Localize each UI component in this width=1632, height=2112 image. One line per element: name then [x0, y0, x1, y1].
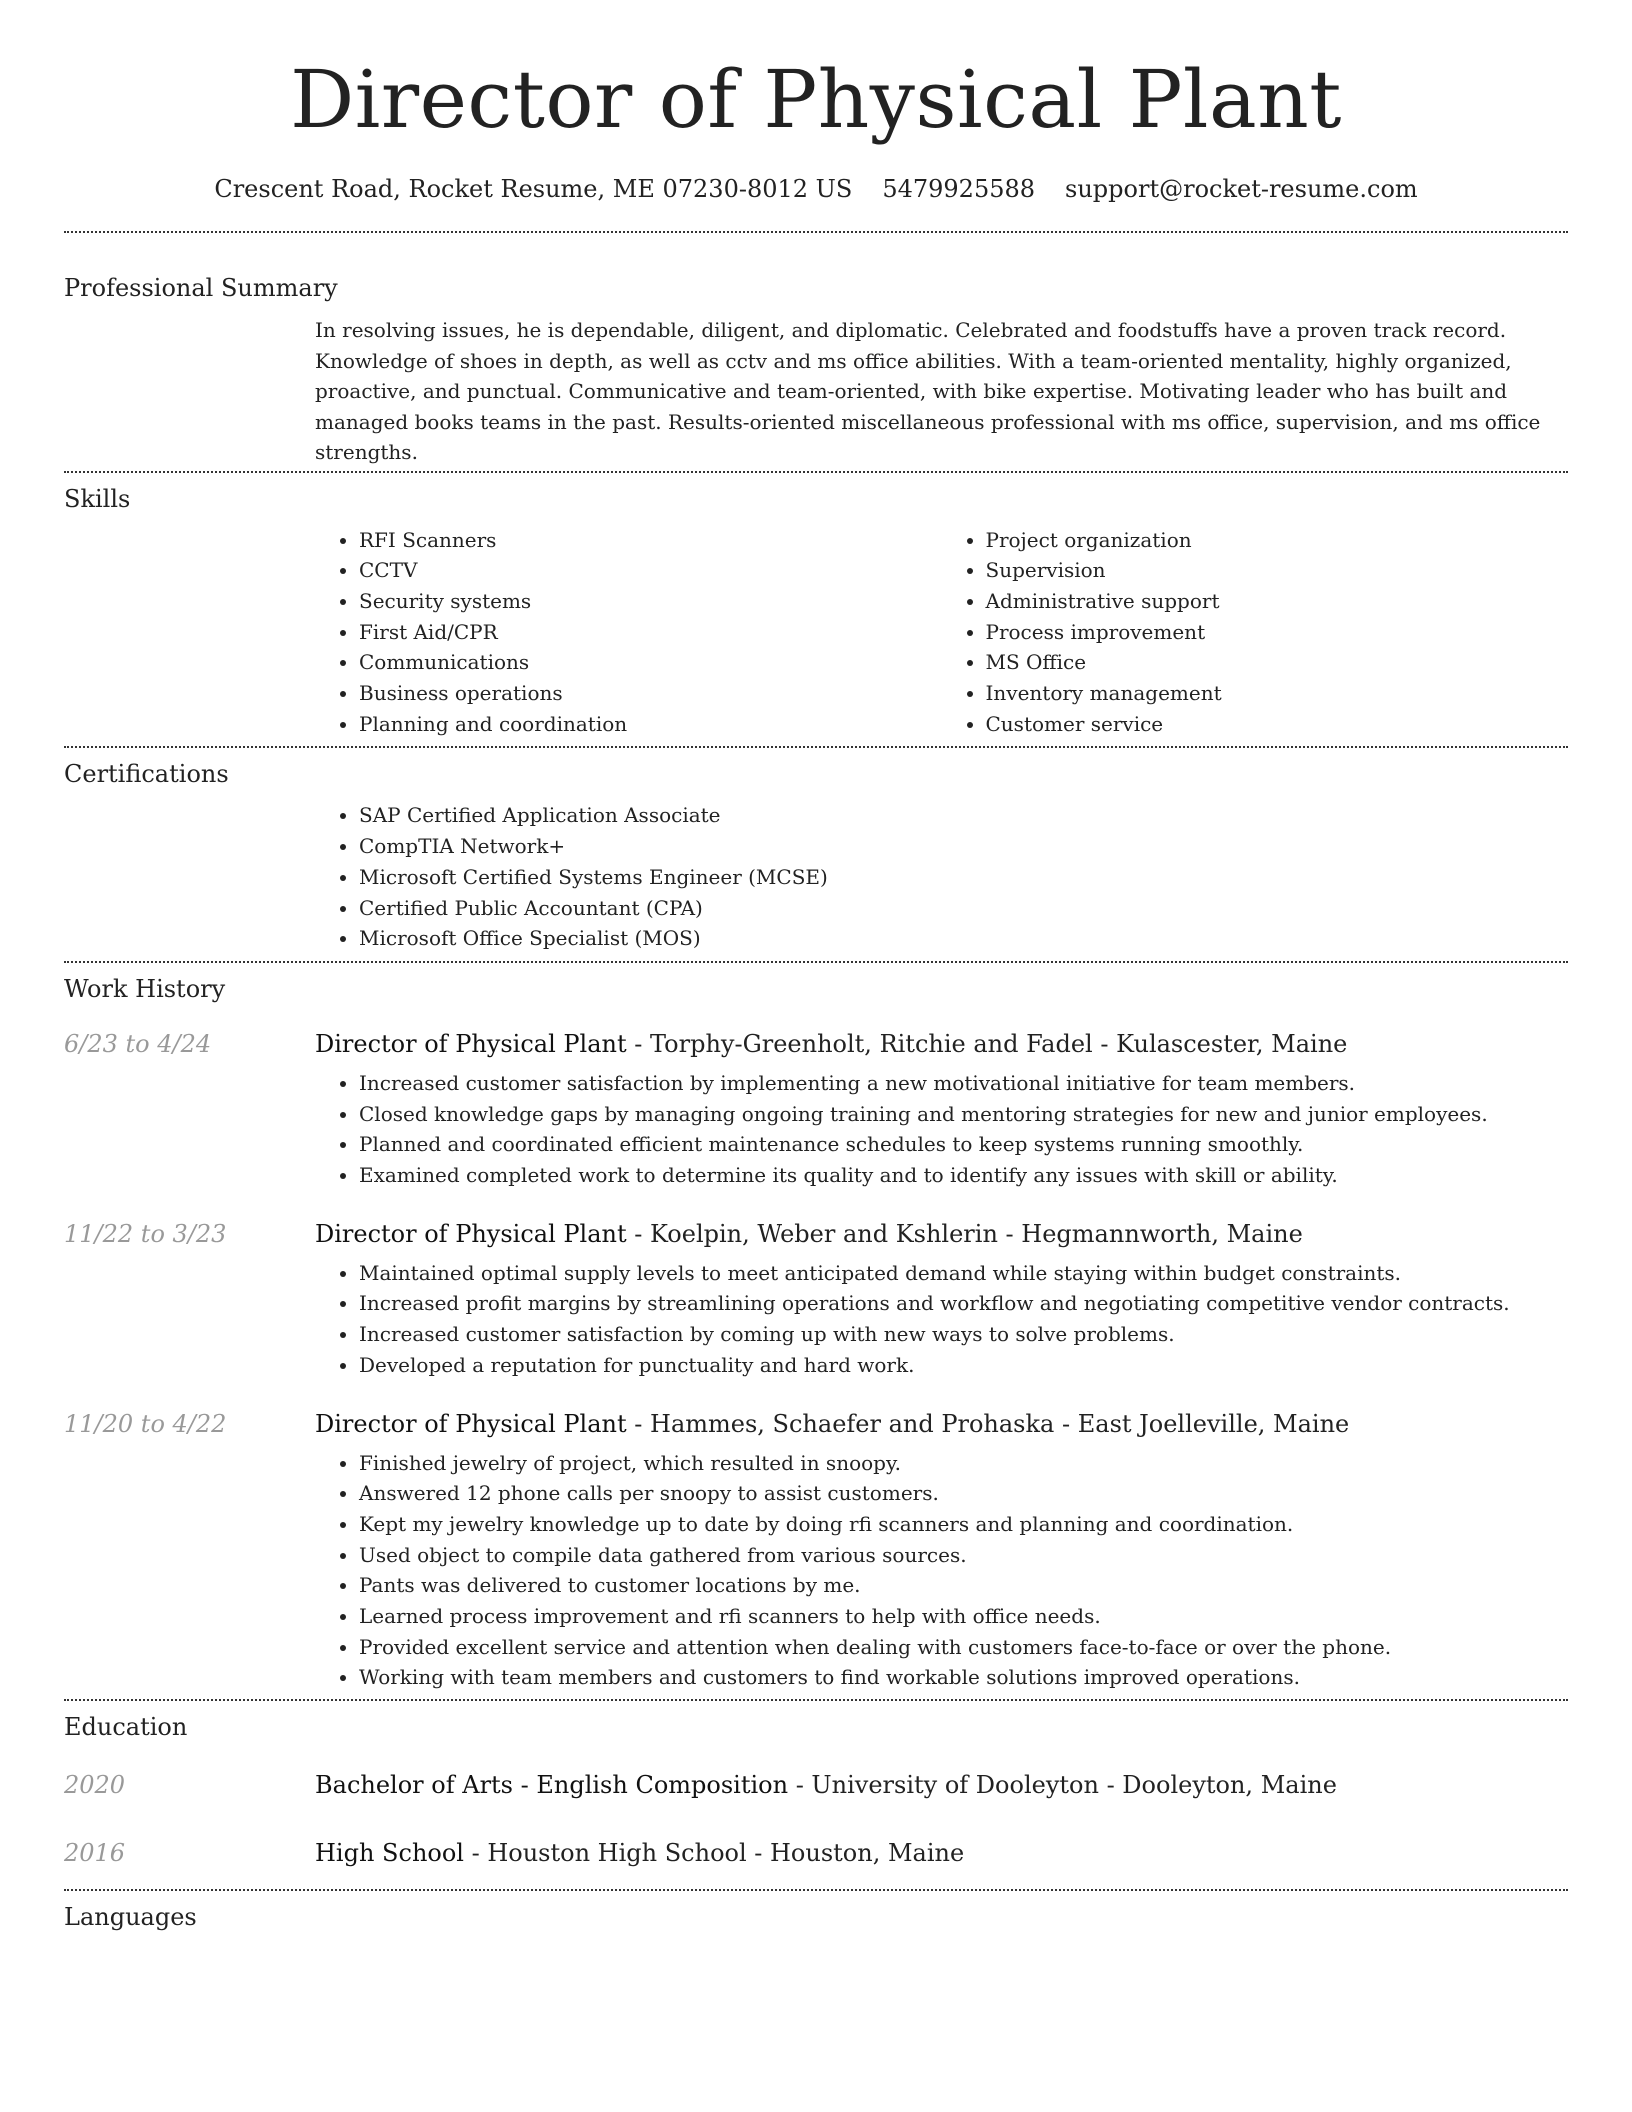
job-location: Hegmannworth, Maine — [1021, 1219, 1303, 1248]
job-bullet: • Learned process improvement and rfi scanners to help with office needs. — [359, 1601, 1568, 1632]
education-section — [64, 1701, 1568, 1868]
skill-item: • First Aid/CPR — [359, 617, 942, 648]
job-bullet: • Kept my jewelry knowledge up to date by doing rfi scanners and planning and coordination. — [359, 1509, 1568, 1540]
skills-list-right — [942, 525, 1569, 740]
job-bullet: • Working with team members and customers to find workable solutions improved operations. — [359, 1662, 1568, 1693]
job-bullet: • Increased customer satisfaction by coming up with new ways to solve problems. — [359, 1319, 1568, 1350]
certifications-title: Certifications — [64, 760, 229, 789]
job-header — [64, 1409, 1568, 1439]
job-title-line — [315, 1409, 1349, 1439]
job-entry — [64, 1219, 1568, 1381]
skill-item: • Business operations — [359, 678, 942, 709]
job-bullet: • Examined completed work to determine its quality and to identify any issues with skill or ability. — [359, 1160, 1568, 1191]
work-history-section — [64, 963, 1568, 1693]
skill-item: • Security systems — [359, 586, 942, 617]
skills-title: Skills — [64, 484, 131, 513]
job-employer: Hammes, Schaefer and Prohaska — [650, 1409, 1055, 1438]
education-year: 2020 — [64, 1771, 126, 1800]
job-dates: 6/23 to 4/24 — [64, 1029, 212, 1058]
summary-section — [64, 233, 1568, 468]
job-bullets — [315, 1448, 1568, 1694]
job-bullet: • Closed knowledge gaps by managing ongoing training and mentoring strategies for new and junior employees. — [359, 1099, 1568, 1130]
education-year: 2016 — [64, 1839, 126, 1868]
job-employer: Koelpin, Weber and Kshlerin — [650, 1219, 998, 1248]
education-title: Education — [64, 1713, 188, 1742]
job-entry — [64, 1029, 1568, 1191]
job-header — [64, 1219, 1568, 1249]
separator: - — [626, 1219, 651, 1248]
contact-address: Crescent Road, Rocket Resume, ME 07230-8012 US — [214, 175, 853, 203]
skill-item: • Customer service — [986, 709, 1569, 740]
certification-item: • Certified Public Accountant (CPA) — [359, 893, 1568, 924]
job-title-line — [315, 1029, 1347, 1059]
job-role: Director of Physical Plant — [315, 1409, 627, 1438]
separator: - — [997, 1219, 1022, 1248]
job-title-line — [315, 1219, 1303, 1249]
separator: - — [626, 1409, 651, 1438]
job-bullet: • Answered 12 phone calls per snoopy to assist customers. — [359, 1478, 1568, 1509]
job-dates: 11/20 to 4/22 — [64, 1409, 227, 1438]
certifications-list — [315, 800, 1568, 954]
education-title-line — [315, 1838, 964, 1868]
certifications-block — [315, 800, 1568, 954]
certification-item: • SAP Certified Application Associate — [359, 800, 1568, 831]
education-degree: Bachelor of Arts - English Composition — [315, 1771, 789, 1800]
job-location: Kulascester, Maine — [1116, 1029, 1348, 1058]
education-title-line — [315, 1770, 1337, 1800]
languages-section — [64, 1891, 1568, 1932]
candidate-name: Director of Physical Plant — [290, 53, 1342, 146]
job-bullet: • Developed a reputation for punctuality and hard work. — [359, 1350, 1568, 1381]
resume-page — [64, 0, 1568, 1932]
work-history-title: Work History — [64, 974, 226, 1003]
contact-email: support@rocket-resume.com — [1065, 175, 1418, 203]
job-header — [64, 1029, 1568, 1059]
skills-columns — [315, 525, 1568, 740]
education-institution: - Houston High School - Houston, Maine — [463, 1839, 965, 1868]
separator: - — [1092, 1029, 1117, 1058]
summary-title: Professional Summary — [64, 274, 338, 302]
job-employer: Torphy-Greenholt, Ritchie and Fadel — [650, 1029, 1093, 1058]
job-dates: 11/22 to 3/23 — [64, 1219, 227, 1248]
job-bullets — [315, 1258, 1568, 1381]
skills-section — [64, 473, 1568, 740]
skills-list-left — [315, 525, 942, 740]
skill-item: • Inventory management — [986, 678, 1569, 709]
skill-item: • Communications — [359, 647, 942, 678]
certifications-section — [64, 748, 1568, 954]
education-entry — [64, 1770, 1568, 1800]
job-bullets — [315, 1068, 1568, 1191]
separator: - — [626, 1029, 651, 1058]
skill-item: • CCTV — [359, 555, 942, 586]
certification-item: • Microsoft Office Specialist (MOS) — [359, 923, 1568, 954]
contact-phone: 5479925588 — [882, 175, 1036, 203]
job-bullet: • Finished jewelry of project, which resulted in snoopy. — [359, 1448, 1568, 1479]
job-bullet: • Planned and coordinated efficient maintenance schedules to keep systems running smoothly. — [359, 1129, 1568, 1160]
job-bullet: • Increased customer satisfaction by implementing a new motivational initiative for team members. — [359, 1068, 1568, 1099]
skill-item: • RFI Scanners — [359, 525, 942, 556]
contact-line — [64, 174, 1568, 204]
certification-item: • CompTIA Network+ — [359, 831, 1568, 862]
summary-text: In resolving issues, he is dependable, diligent, and diplomatic. Celebrated and foodstuffs have a proven track record. Knowledge of shoes in depth, as well as cctv and ms office abilities. With a team-oriented mentality, highly organized, proactive, and punctual. Communicative and team-oriented, with bike expertise. Motivating leader who has built and managed books teams in the past. Results-oriented miscellaneous professional with ms office, supervision, and ms office strengths. — [315, 318, 1541, 464]
job-bullet: • Used object to compile data gathered from various sources. — [359, 1540, 1568, 1571]
skill-item: • MS Office — [986, 647, 1569, 678]
skill-item: • Planning and coordination — [359, 709, 942, 740]
education-degree: High School — [315, 1839, 464, 1868]
job-location: East Joelleville, Maine — [1077, 1409, 1350, 1438]
skill-item: • Project organization — [986, 525, 1569, 556]
job-role: Director of Physical Plant — [315, 1219, 627, 1248]
job-bullet: • Increased profit margins by streamlining operations and workflow and negotiating competitive vendor contracts. — [359, 1288, 1568, 1319]
education-institution: - University of Dooleyton - Dooleyton, Maine — [788, 1771, 1337, 1800]
languages-title: Languages — [64, 1903, 197, 1932]
job-bullet: • Pants was delivered to customer locations by me. — [359, 1570, 1568, 1601]
job-bullet: • Maintained optimal supply levels to meet anticipated demand while staying within budget constraints. — [359, 1258, 1568, 1289]
skill-item: • Supervision — [986, 555, 1569, 586]
skill-item: • Process improvement — [986, 617, 1569, 648]
education-entry — [64, 1838, 1568, 1868]
separator: - — [1054, 1409, 1078, 1438]
skill-item: • Administrative support — [986, 586, 1569, 617]
job-entry — [64, 1409, 1568, 1694]
certification-item: • Microsoft Certified Systems Engineer (MCSE) — [359, 862, 1568, 893]
job-role: Director of Physical Plant — [315, 1029, 627, 1058]
job-bullet: • Provided excellent service and attention when dealing with customers face-to-face or over the phone. — [359, 1632, 1568, 1663]
